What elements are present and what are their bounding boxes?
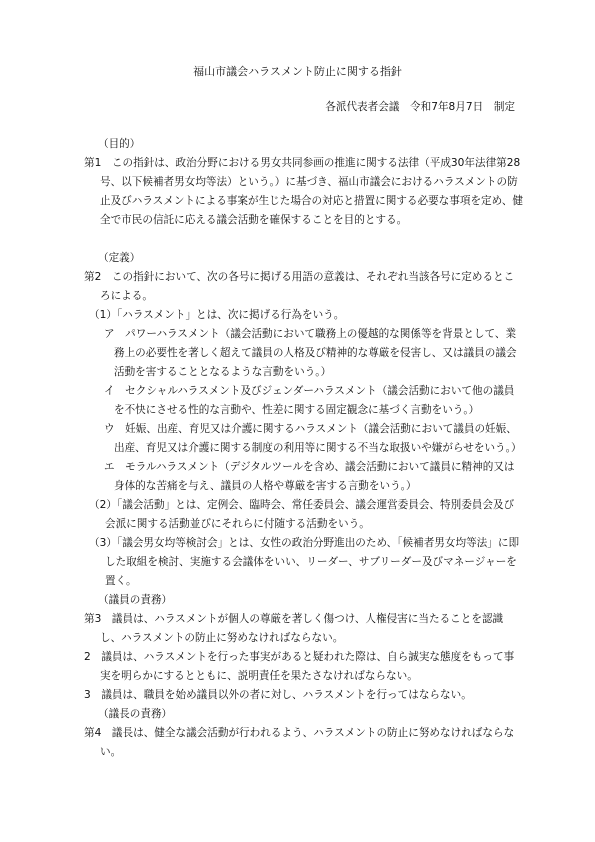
article-4: 第4 議長は、健全な議会活動が行われるよう、ハラスメントの防止に努めなければならない。 xyxy=(84,727,515,758)
spacer xyxy=(84,230,524,249)
article-1: 第1 この指針は、政治分野における男女共同参画の推進に関する法律（平成30年法律第28号、以下候補者男女均等法）という。）に基づき、福山市議会におけるハラスメントの防止及びハラスメントによる事案が生じた場合の対応と措置に関する必要な事項を定め、健全で市民の信託に応える議会活動を確保することを目的とする。 xyxy=(84,157,524,226)
document-title: 福山市議会ハラスメント防止に関する指針 xyxy=(193,65,402,78)
sub-item-e: エ モラルハラスメント（デジタルツールを含め、議会活動において議員に精神的又は身体的な苦痛を与え、議員の人格や尊厳を害する言動をいう。） xyxy=(104,461,515,492)
item-1: （1）「ハラスメント」とは、次に掲げる行為をいう。 xyxy=(89,309,345,321)
sub-item-a: ア パワーハラスメント（議会活動において職務上の優越的な関係等を背景として、業務上の必要性を著しく超えて議員の人格及び精神的な尊厳を侵害し、又は議員の議会活動を害することとなるような言動をいう。） xyxy=(104,328,517,378)
article-2: 第2 この指針において、次の各号に掲げる用語の意義は、それぞれ当該各号に定めるところによる。 xyxy=(84,271,515,302)
sub-item-u: ウ 妊娠、出産、育児又は介護に関するハラスメント（議会活動において議員の妊娠、出産、育児又は介護に関する制度の利用等に関する不当な取扱いや嫌がらせをいう。） xyxy=(104,423,522,454)
member-duty-heading: （議員の責務） xyxy=(98,594,173,606)
article-3-paragraph-3: 3 議員は、職員を始め議員以外の者に対し、ハラスメントを行ってはならない。 xyxy=(84,689,472,701)
item-2: （2）「議会活動」とは、定例会、臨時会、常任委員会、議会運営委員会、特別委員会及び会派に関する活動並びにそれらに付随する活動をいう。 xyxy=(89,499,515,530)
chair-duty-heading: （議長の責務） xyxy=(98,708,173,720)
purpose-heading: （目的） xyxy=(98,138,141,150)
definitions-heading: （定義） xyxy=(98,252,141,264)
sub-item-i: イ セクシャルハラスメント及びジェンダーハラスメント（議会活動において他の議員を不快にさせる性的な言動や、性差に関する固定観念に基づく言動をいう。） xyxy=(104,385,515,416)
article-3-paragraph-2: 2 議員は、ハラスメントを行った事実があると疑われた際は、自ら誠実な態度をもって事実を明らかにするとともに、説明責任を果たさなければならない。 xyxy=(84,651,515,682)
item-3: （3）「議会男女均等検討会」とは、女性の政治分野進出のため、「候補者男女均等法」に即した取組を検討、実施する会議体をいい、リーダー、サブリーダー及びマネージャーを置く。 xyxy=(89,537,520,587)
enactment-line: 各派代表者会議 令和7年8月7日 制定 xyxy=(325,101,515,113)
article-3: 第3 議員は、ハラスメントが個人の尊厳を著しく傷つけ、人権侵害に当たることを認識し、ハラスメントの防止に努めなければならない。 xyxy=(84,613,504,644)
document-body xyxy=(84,135,524,762)
